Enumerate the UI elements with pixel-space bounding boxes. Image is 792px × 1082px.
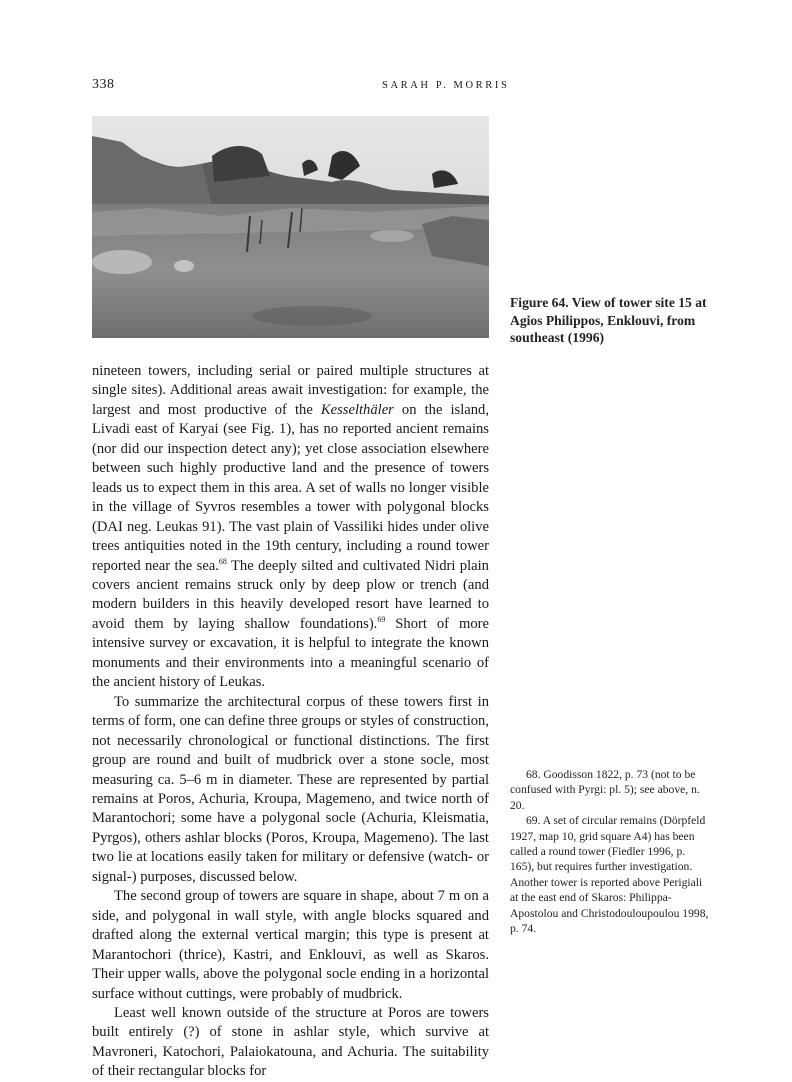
paragraph-text: on the island, Livadi east of Karyai (see Fig. 1), has no reported ancient remains (nor did our inspection detect any); yet close association elsewhere between such highly productive land and the presence of towers leads us to expect them in this area. A set of walls no longer visible in the village of Syvros resembles a tower with polygonal blocks (DAI neg. Leukas 91). The vast plain of Vassiliki hides under olive trees antiquities noted in the 19th century, including a round tower reported near the sea.	[92, 401, 489, 574]
tower-site-photo-illustration	[92, 116, 489, 338]
paragraph-text: Short of more intensive survey or excavation, it is helpful to integrate the known monuments and their environments into a meaningful scenario of the ancient history of Leukas.	[92, 615, 489, 691]
paragraph	[92, 362, 489, 693]
running-head: SARAH P. MORRIS	[382, 80, 510, 91]
footnote-ref[interactable]: 68	[218, 556, 227, 566]
footnote: 69. A set of circular remains (Dörpfeld 1927, map 10, grid square A4) has been called a round tower (Fiedler 1996, p. 165), but requires further investigation. Another tower is reported above Perigiali at the east end of Skaros: Philippa-Apostolou and Christodouloupoulou 1998, p. 74.	[510, 814, 709, 936]
paragraph-text: nineteen towers, including serial or paired multiple structures at single sites). Additional areas await investigation: for example, the largest and most productive of the	[92, 363, 489, 418]
footnotes	[510, 767, 710, 936]
main-text	[92, 362, 489, 1082]
caption-line: southeast (1996)	[510, 330, 605, 345]
paragraph: Least well known outside of the structure at Poros are towers built entirely (?) of stone in ashlar style, which survive at Mavroneri, Katochori, Palaiokatouna, and Achuria. The suitability of their rectangular blocks for	[92, 1004, 489, 1080]
footnote-ref[interactable]: 69	[377, 614, 386, 624]
paragraph: To summarize the architectural corpus of these towers first in terms of form, one can define three groups or styles of construction, not necessarily chronological or functional distinctions. The first group are round and built of mudbrick over a stone socle, most measuring ca. 5–6 m in diameter. These are represented by partial remains at Poros, Achuria, Kroupa, Magemeno, and twice north of Marantochori; some have a polygonal socle (Achuria, Kleismatia, Pyrgos), others ashlar blocks (Poros, Kroupa, Magemeno). The last two lie at locations easily taken for military or defensive (watch- or signal-) purposes, discussed below.	[92, 693, 489, 885]
italic-term: Kesselthäler	[320, 401, 394, 418]
figure-caption	[510, 294, 710, 347]
paragraph: The second group of towers are square in shape, about 7 m on a side, and polygonal in wall style, with angle blocks squared and drafted along the external vertical margin; this type is present at Marantochori (thrice), Kastri, and Enklouvi, as well as Skaros. Their upper walls, above the polygonal socle ending in a horizontal surface without cuttings, were probably of mudbrick.	[92, 888, 489, 1002]
footnote: 68. Goodisson 1822, p. 73 (not to be confused with Pyrgi: pl. 5); see above, n. 20.	[510, 768, 700, 812]
paragraph-text: The deeply silted and cultivated Nidri plain covers ancient remains struck only by deep plow or trench (and modern builders in this heavily developed resort have learned to avoid them by laying shallow foundations).	[92, 557, 489, 632]
figure-photo	[92, 116, 489, 338]
caption-line: Figure 64. View of tower site 15 at	[510, 295, 707, 310]
page-number: 338	[92, 77, 115, 92]
caption-line: Agios Philippos, Enklouvi, from	[510, 312, 696, 328]
